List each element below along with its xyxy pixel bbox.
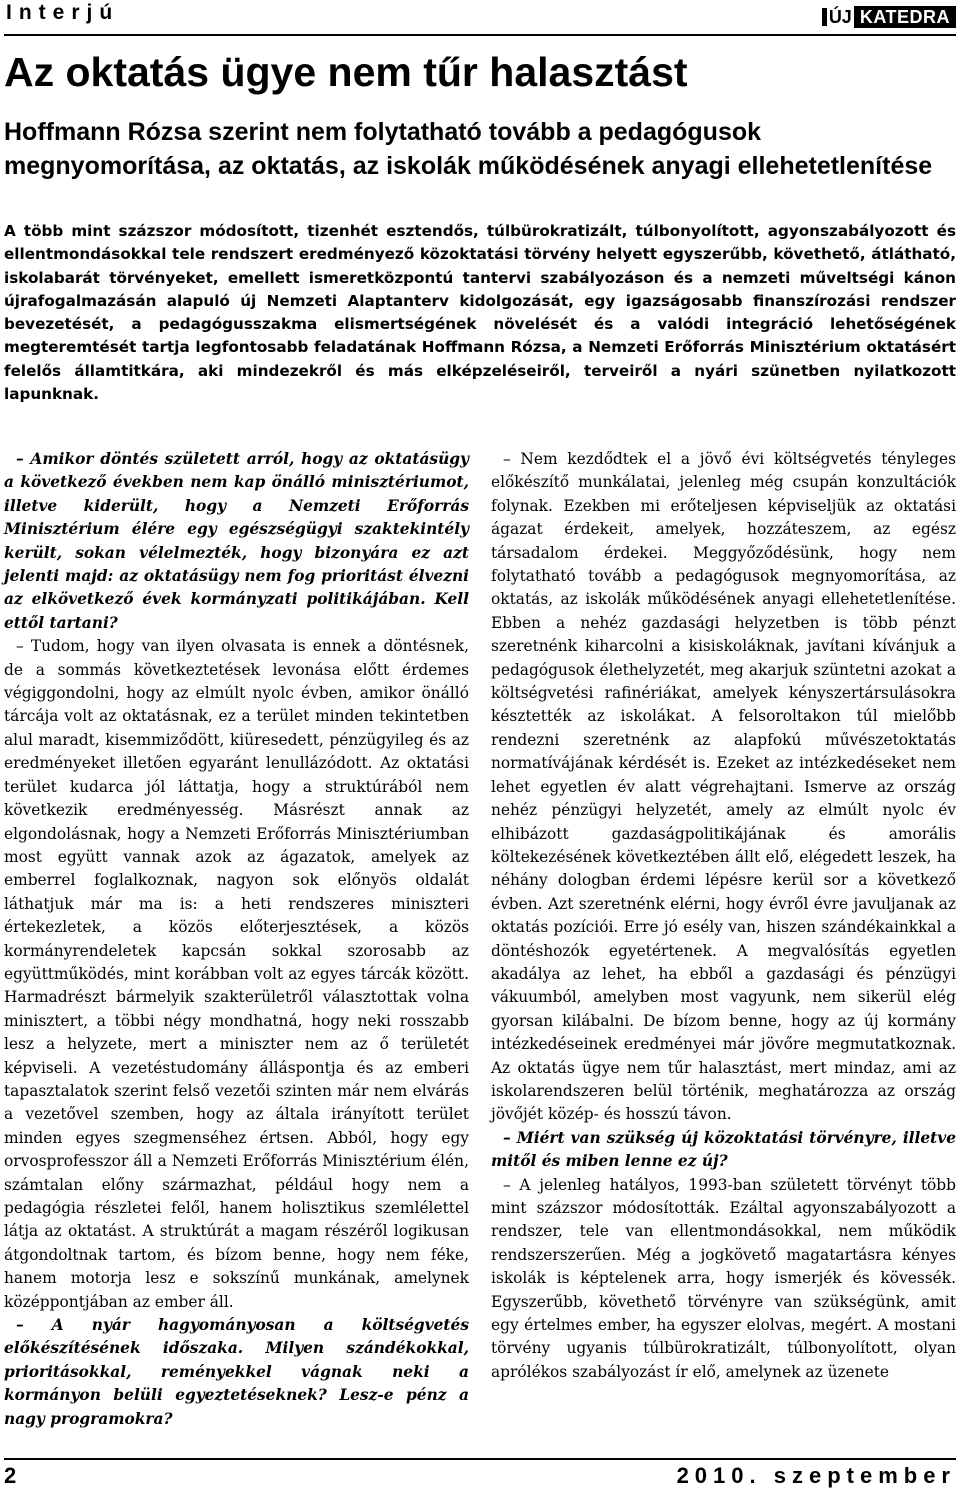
uj-katedra-logo [829, 6, 956, 28]
right-paragraph-3: – A jelenleg hatályos, 1993-ban született törvényt több mint százszor módosították. Ezáltal agyonszabályozott a rendszer, tele van ellentmondásokkal, nem működik rendszerszerűen. Még a jogkövető magatartásra kényes iskolák is képtelenek arra, hogy ismerjék és kövessék. Egyszerűbb, követhető törvényre van szükségünk, amit egy értelmes ember, ha egyszer elolvas, megért. A mostani törvény ugyanis túlbürokratizált, túlbonyolított, olyan aprólékos szabályozást ír elő, amelynek az üzenete [491, 1175, 956, 1381]
section-label: Interjú [6, 1, 120, 24]
article-subtitle: Hoffmann Rózsa szerint nem folytatható tovább a pedagógusok megnyomorítása, az oktatás, az iskolák működésének anyagi ellehetetlenítése [4, 118, 933, 180]
page-number: 2 [4, 1463, 17, 1488]
right-paragraph-1: – Nem kezdődtek el a jövő évi költségvetés tényleges előkészítő munkálatai, jelenleg még csupán konzultációk folynak. Ezekben mi erőteljesen képviseljük az oktatási ágazat érdekeit, amelyek, hozzáteszem, az egész társadalom érdekei. Meggyőződésünk, hogy nem folytatható tovább a pedagógusok megnyomorítása, az oktatás, az iskolák működésének anyagi ellehetetlenítése. Ebben a nehéz gazdasági helyzetben is több pénzt szeretnénk kiharcolni a kisiskoláknak, javítani kívánjuk a pedagógusok élethelyzetét, meg akarjuk szüntetni azokat a költségvetési rafinériákat, amelyek kényszertársulásokra késztették az iskolákat. A felsoroltakon túl mielőbb rendezni szeretnénk az alapfokú művészetoktatás normatívájának kérdését is. Ezeket az intézkedéseket nem lehet egyetlen év alatt végrehajtani. Ismerve az ország nehéz pénzügyi helyzetét, amely az elmúlt nyolc év elhibázott gazdaságpolitikájának és amorális költekezésének következtében állt elő, elégedett leszek, ha néhány dologban érdemi lépésre kerül sor a következő évben. Azt szeretnénk elérni, hogy évről évre javuljanak az oktatás pozíciói. Erre jó esély van, hiszen szándékainkkal a döntéshozók egyetértenek. A megvalósítás egyetlen akadálya az lehet, ha ebből a gazdasági és pénzügyi vákuumból, amelyben most vagyunk, nem sikerül elég gyorsan kilábalni. De bízom benne, hogy az új kormány intézkedéseinek eredményei már jövőre megmutatkoznak. Az oktatás ügye nem tűr halasztást, mert mindaz, ami az iskolarendszeren belül történik, meghatározza az ország jövőjét közép- és hosszú távon. [491, 450, 956, 1124]
issue-date: 2010. szeptember [676, 1463, 956, 1488]
left-paragraph-2: – Tudom, hogy van ilyen olvasata is ennek a döntésnek, de a sommás következtetések levonása előtt érdemes végiggondolni, hogy az elmúlt nyolc évben, amikor önálló tárcája volt az oktatásnak, ez a terület minden tekintetben alul maradt, kisemmiződött, kiüresedett, pénzügyileg és az eredményeket illetően egyaránt lenullázódott. Az oktatási terület kudarca jól láttatja, hogy a struktúrából nem következik eredményesség. Másrészt annak az elgondolásnak, hogy a Nemzeti Erőforrás Minisztériumban most együtt vannak azok az ágazatok, amelyek az emberrel foglalkoznak, nagyon sok előnyös oldalát láthatjuk már ma is: a heti rendszeres miniszteri értekezletek, a közös előterjesztések, a közös kormányrendeletek kapcsán sokkal szorosabb az együttműködés, mint korábban volt az egyes tárcák között. Harmadrészt bármelyik szakterületről választottak volna minisztert, a többi négy mondhatná, hogy neki rosszabb lesz a helyzete, mert a miniszter nem az ő területét képviseli. A vezetéstudomány álláspontja és az emberi tapasztalatok szerint felső vezetői szinten már nem elvárás a vezetővel szemben, hogy az általa irányított terület minden egyes szegmenséhez értsen. Abból, hogy egy orvosprofesszor áll a Nemzeti Erőforrás Minisztérium élén, számtalan előny származhat, például hogy nem a pedagógia részletei felől, hanem holisztikus szemlélettel látja az oktatást. A struktúrát a magam részéről logikusan átgondoltnak tartom, és bízom benne, hogy nem féke, hanem motorja lesz e sokszínű munkának, amelynek középpontjában az ember áll. [4, 637, 469, 1311]
article-lead: A több mint százszor módosított, tizenhét esztendős, túlbürokratizált, túlbonyolított, agyonszabályozott és ellentmondásokkal tele rendszert eredményező közoktatási törvény helyett egyszerűbb, követhető, átlátható, iskolabarát törvényeket, emellett ismeretközpontú tantervi szabályozáson és a nemzeti műveltségi kánon újrafogalmazásán alapuló új Nemzeti Alaptanterv kidolgozását, egy igazságosabb finanszírozási rendszer bevezetését, a pedagógusszakma elismertségének növelését és a valódi integráció lehetőségének megteremtését tartja legfontosabb feladatának Hoffmann Rózsa, a Nemzeti Erőforrás Minisztérium oktatásért felelős államtitkára, aki mindezekről és más elképzeléseiről, terveiről a nyári szünetben nyilatkozott lapunknak. [4, 222, 956, 404]
logo-text: KATEDRA [854, 6, 956, 28]
article-title: Az oktatás ügye nem tűr halasztást [4, 49, 688, 95]
right-paragraph-2: – Miért van szükség új közoktatási törvényre, illetve mitől és miben lenne ez új? [491, 1128, 956, 1171]
left-paragraph-1: – Amikor döntés született arról, hogy az oktatásügy a következő években nem kap önálló minisztériumot, illetve kiderült, hogy a Nemzeti Erőforrás Minisztérium élére egy egészségügyi szaktekintély került, sokan vélelmezték, hogy bizonyára ez azt jelenti majd: az oktatásügy nem fog prioritást élvezni az elkövetkező évek kormányzati politikájában. Kell ettől tartani? [4, 450, 469, 632]
right-column [491, 448, 956, 1384]
left-paragraph-3: – A nyár hagyományosan a költségvetés előkészítésének időszaka. Milyen szándékokkal, prioritásokkal, reményekkel vágnak neki a kormányon belüli egyeztetéseknek? Lesz-e pénz a nagy programokra? [4, 1316, 469, 1428]
header-divider [4, 34, 956, 36]
footer-divider [4, 1458, 956, 1460]
left-column [4, 448, 469, 1431]
logo-prefix: ÚJ [828, 7, 852, 27]
